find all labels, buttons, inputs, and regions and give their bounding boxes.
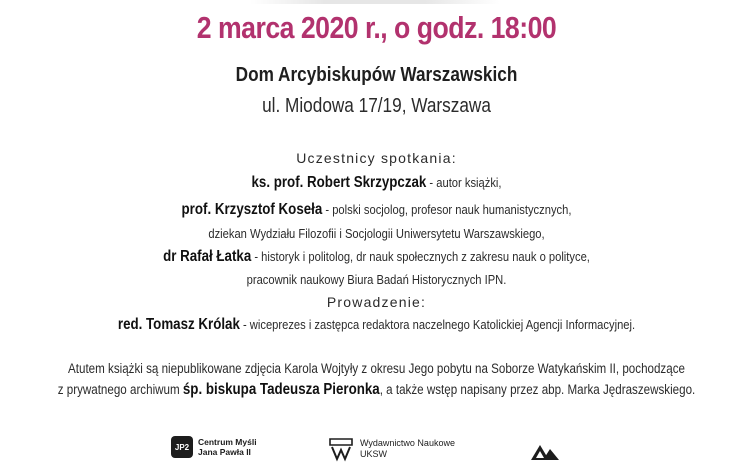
summary-line-2 — [53, 381, 701, 399]
uksw-logo-line: Wydawnictwo Naukowe — [360, 438, 455, 448]
uksw-publisher-logo — [328, 436, 455, 462]
event-date: 2 marca 2020 r., o godz. 18:00 — [196, 10, 557, 45]
summary-line-1: Atutem książki są niepublikowane zdjęcia Karola Wojtyły z okresu Jego pobytu na Soborze Watykańskim II, pochodzące — [68, 361, 685, 376]
uksw-logo-line: UKSW — [360, 449, 387, 459]
summary-text: z prywatnego archiwum — [57, 382, 183, 397]
participants-heading: Uczestnicy spotkania: — [296, 150, 457, 166]
host-line — [53, 316, 701, 334]
uksw-logo-icon — [328, 436, 354, 462]
top-divider — [250, 0, 500, 4]
jp2-logo-icon: JP2 — [171, 436, 193, 458]
participant-name: dr Rafał Łatka — [163, 248, 252, 265]
participant-desc: - autor książki, — [426, 175, 502, 190]
event-address: ul. Miodowa 17/19, Warszawa — [262, 95, 491, 117]
participant-name: ks. prof. Robert Skrzypczak — [251, 174, 427, 191]
host-name: red. Tomasz Królak — [117, 316, 240, 333]
participant-3-desc-cont: pracownik naukowy Biura Badań Historycznych IPN. — [246, 272, 507, 287]
jp2-logo-text — [198, 437, 257, 457]
participant-2 — [53, 201, 701, 219]
participant-2-desc-cont: dziekan Wydziału Filozofii i Socjologii Uniwersytetu Warszawskiego, — [208, 226, 545, 241]
participant-desc: - historyk i politolog, dr nauk społecznych z zakresu nauk o polityce, — [251, 249, 590, 264]
uksw-logo-text — [360, 438, 455, 460]
participant-name: prof. Krzysztof Koseła — [181, 201, 323, 218]
participant-1 — [53, 174, 701, 192]
participant-desc: - polski socjolog, profesor nauk humanistycznych, — [322, 202, 572, 217]
jp2-logo-line: Jana Pawła II — [198, 447, 251, 457]
host-heading: Prowadzenie: — [326, 294, 427, 310]
host-desc: - wiceprezes i zastępca redaktora naczelnego Katolickiej Agencji Informacyjnej. — [239, 317, 636, 332]
participant-3 — [53, 248, 701, 266]
event-venue: Dom Arcybiskupów Warszawskich — [235, 64, 518, 86]
summary-text: , a także wstęp napisany przez abp. Marka Jędraszewskiego. — [379, 382, 696, 397]
jp2-center-logo — [171, 436, 257, 458]
summary-highlight: śp. biskupa Tadeusza Pieronka — [182, 381, 380, 398]
triangle-mountain-logo-icon — [529, 442, 561, 462]
jp2-logo-line: Centrum Myśli — [198, 437, 257, 447]
partner-logos — [0, 432, 753, 472]
